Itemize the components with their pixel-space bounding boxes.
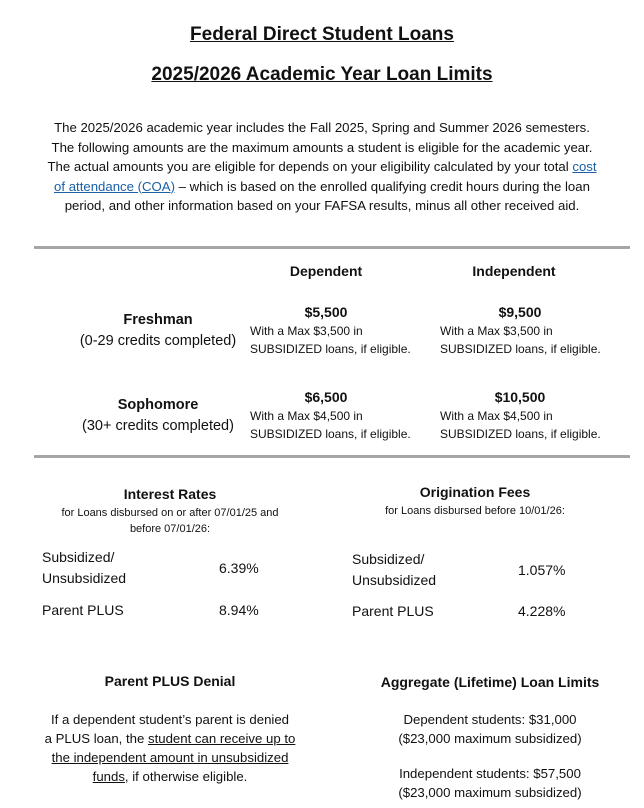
interest-note-1: for Loans disbursed on or after 07/01/25 and: [61, 507, 279, 519]
fees-sub-label-1: Subsidized/: [352, 551, 425, 567]
freshman-independent-note-2: SUBSIDIZED loans, if eligible.: [440, 342, 601, 356]
sophomore-credits: (30+ credits completed): [82, 418, 234, 434]
interest-title: Interest Rates: [123, 486, 217, 502]
sophomore-independent-amount: $10,500: [494, 389, 546, 405]
denial-title: Parent PLUS Denial: [104, 673, 236, 689]
interest-note-2: before 07/01/26:: [129, 523, 211, 535]
page-title: Federal Direct Student Loans: [190, 24, 454, 45]
fees-plus-value: 4.228%: [518, 603, 566, 619]
fees-note: for Loans disbursed before 10/01/26:: [385, 505, 565, 517]
fees-subsidized-label: [352, 549, 436, 591]
aggregate-dependent: [355, 710, 625, 748]
fees-subsidized-value: 1.057%: [518, 562, 566, 578]
denial-line-4: [30, 767, 310, 786]
interest-subsidized-value: 6.39%: [219, 560, 259, 576]
sophomore-dependent-amount: $6,500: [304, 389, 348, 405]
coa-link-part2[interactable]: of attendance (COA): [54, 178, 175, 194]
denial-line-2-text: a PLUS loan, the: [44, 731, 148, 746]
sophomore-dependent-note-2: SUBSIDIZED loans, if eligible.: [250, 427, 411, 441]
coa-link-part1[interactable]: cost: [572, 159, 597, 174]
aggregate-independent-sub: ($23,000 maximum subsidized): [398, 785, 582, 800]
row-freshman-label: [63, 310, 253, 352]
intro-paragraph: [30, 118, 614, 216]
denial-line-2-underlined: student can receive up to: [148, 731, 296, 746]
aggregate-independent-line: Independent students: $57,500: [399, 766, 581, 781]
divider-middle: [34, 455, 630, 458]
divider-top: [34, 246, 630, 249]
denial-line-4-underlined: funds: [92, 769, 125, 784]
freshman-dependent-note: [250, 322, 440, 358]
interest-subsidized-label: [42, 547, 126, 589]
freshman-title: Freshman: [123, 312, 193, 328]
intro-line-3: [30, 157, 614, 177]
sophomore-dependent-note-1: With a Max $4,500 in: [250, 409, 363, 423]
freshman-dependent-note-1: With a Max $3,500 in: [250, 324, 363, 338]
page-subtitle: 2025/2026 Academic Year Loan Limits: [151, 64, 493, 85]
interest-sub-label-2: Unsubsidized: [42, 570, 127, 586]
interest-plus-value: 8.94%: [219, 602, 259, 618]
denial-line-3: the independent amount in unsubsidized: [51, 750, 289, 765]
denial-paragraph: [30, 710, 310, 786]
sophomore-title: Sophomore: [117, 397, 199, 413]
denial-line-4-text: , if otherwise eligible.: [124, 769, 248, 784]
interest-plus-label: Parent PLUS: [42, 602, 124, 618]
interest-sub-label-1: Subsidized/: [42, 549, 115, 565]
intro-line-2: The following amounts are the maximum amounts a student is eligible for the academic year.: [51, 139, 593, 155]
col-independent: Independent: [472, 263, 556, 279]
denial-line-1: If a dependent student’s parent is denied: [50, 712, 290, 727]
freshman-independent-note: [440, 322, 630, 358]
freshman-dependent-amount: $5,500: [304, 304, 348, 320]
intro-line-4-text: – which is based on the enrolled qualifying credit hours during the loan: [175, 178, 590, 194]
freshman-credits: (0-29 credits completed): [79, 333, 237, 349]
sophomore-independent-note-1: With a Max $4,500 in: [440, 409, 553, 423]
denial-line-2: [30, 729, 310, 748]
sophomore-independent-note-2: SUBSIDIZED loans, if eligible.: [440, 427, 601, 441]
aggregate-dependent-sub: ($23,000 maximum subsidized): [398, 731, 582, 746]
freshman-independent-note-1: With a Max $3,500 in: [440, 324, 553, 338]
intro-line-1: The 2025/2026 academic year includes the Fall 2025, Spring and Summer 2026 semesters.: [54, 120, 590, 135]
intro-line-4: [30, 177, 614, 197]
sophomore-independent-note: [440, 407, 630, 443]
aggregate-title: Aggregate (Lifetime) Loan Limits: [380, 674, 600, 690]
col-dependent: Dependent: [289, 263, 363, 279]
row-sophomore-label: [63, 395, 253, 437]
aggregate-independent: [355, 764, 625, 802]
sophomore-dependent-note: [250, 407, 440, 443]
intro-line-5: period, and other information based on your FAFSA results, minus all other received aid.: [64, 198, 580, 213]
fees-title: Origination Fees: [419, 484, 531, 500]
freshman-independent-amount: $9,500: [498, 304, 542, 320]
freshman-dependent-note-2: SUBSIDIZED loans, if eligible.: [250, 342, 411, 356]
aggregate-dependent-line: Dependent students: $31,000: [403, 712, 577, 727]
fees-sub-label-2: Unsubsidized: [352, 572, 437, 588]
fees-plus-label: Parent PLUS: [352, 603, 434, 619]
intro-line-3-text: The actual amounts you are eligible for depends on your eligibility calculated by your total: [47, 159, 573, 174]
interest-note: [40, 505, 300, 537]
